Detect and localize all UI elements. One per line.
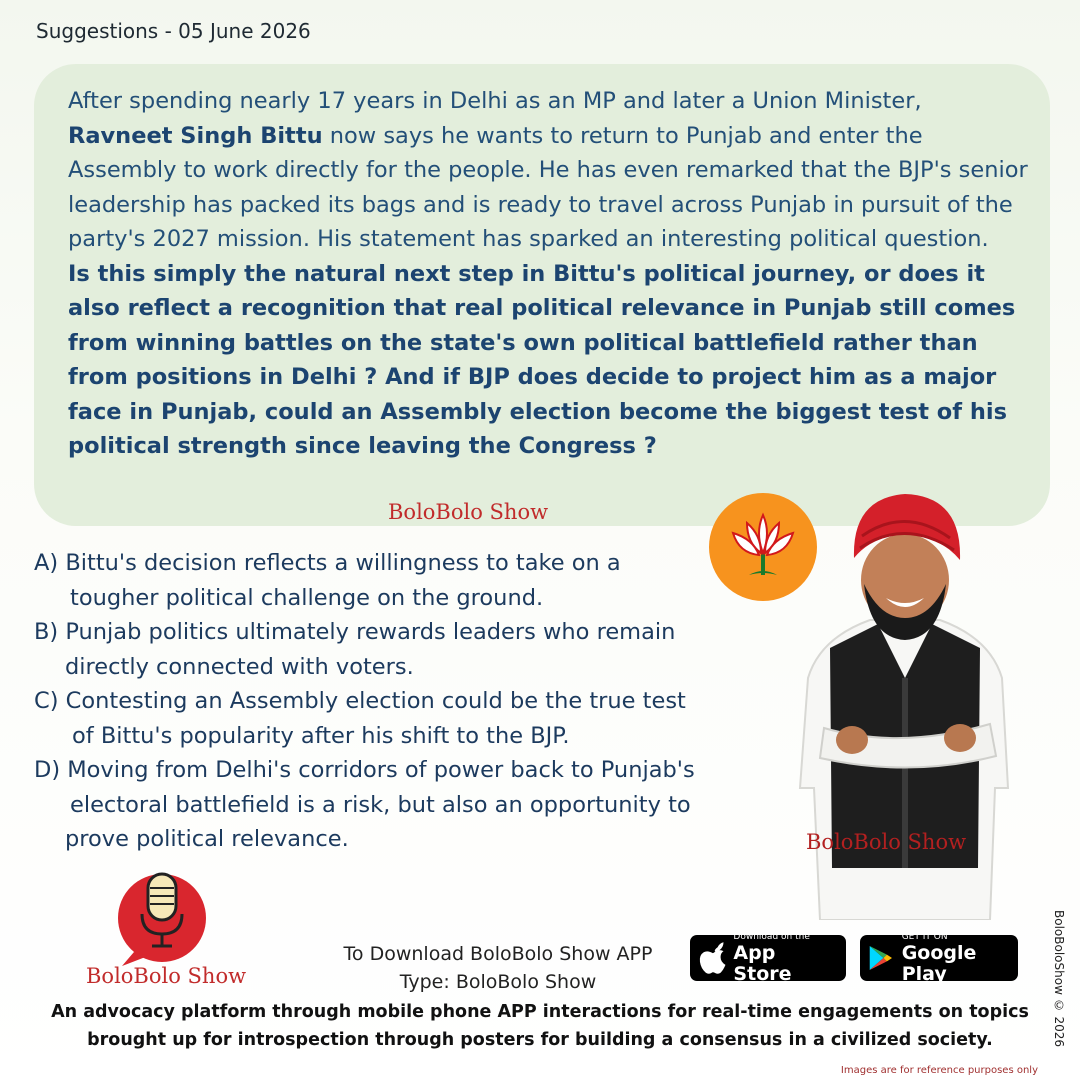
app-store-big-text: App Store — [733, 941, 792, 985]
option-d-line3: prove political relevance. — [65, 826, 349, 852]
google-play-button[interactable] — [860, 931, 1018, 985]
brand-watermark-person: BoloBolo Show — [806, 830, 967, 854]
option-b-line2: directly connected with voters. — [65, 653, 414, 680]
google-play-big-text: Google Play — [901, 941, 977, 985]
app-store-button[interactable] — [690, 931, 846, 985]
download-line1: To Download BoloBolo Show APP — [343, 943, 653, 965]
intro-text-end: now says he wants to return to Punjab and enter the Assembly to work directly for the people. He has even remarked that the BJP's senior leadership has packed its bags and is ready to travel across Punjab in pursuit of the party's 2027 mission. His statement has sparked an interesting political question. — [68, 122, 1028, 252]
disclaimer: Images are for reference purposes only — [840, 1065, 1038, 1076]
google-play-icon — [868, 942, 894, 974]
option-b-line1: B) Punjab politics ultimately rewards leaders who remain — [34, 619, 676, 645]
option-c-line2: of Bittu's popularity after his shift to the BJP. — [72, 722, 570, 749]
brand-watermark-center: BoloBolo Show — [388, 500, 549, 524]
person-name: Ravneet Singh Bittu — [68, 122, 323, 149]
intro-text-start: After spending nearly 17 years in Delhi as an MP and later a Union Minister, — [68, 88, 922, 114]
copyright-vertical: BoloBoloShow © 2026 — [1052, 910, 1066, 1048]
question-card-text — [68, 84, 1028, 464]
question-text: Is this simply the natural next step in Bittu's political journey, or does it also reflect a recognition that real political relevance in Punjab still comes from winning battles on the state's own political battlefield rather than from positions in Delhi ? And if BJP does decide to project him as a major face in Punjab, could an Assembly election become the biggest test of his political strength since leaving the Congress ? — [68, 260, 1016, 459]
logo-text: BoloBolo Show — [86, 964, 247, 988]
footer-description — [20, 998, 1060, 1054]
option-a-line1: A) Bittu's decision reflects a willingness to take on a — [34, 550, 621, 576]
option-c[interactable] — [34, 684, 774, 753]
download-line2: Type: BoloBolo Show — [399, 971, 597, 993]
download-instructions — [318, 940, 678, 996]
footer-line1: An advocacy platform through mobile phone APP interactions for real-time engagements on topics — [51, 1002, 1029, 1022]
app-store-small-text: Download on the — [733, 931, 810, 942]
option-d-line2: electoral battlefield is a risk, but also an opportunity to — [70, 791, 691, 818]
option-c-line1: C) Contesting an Assembly election could be the true test — [34, 688, 686, 714]
option-d[interactable] — [34, 753, 774, 857]
options-list — [34, 546, 774, 857]
google-play-small-text: GET IT ON — [901, 931, 948, 942]
page-title: Suggestions - 05 June 2026 — [36, 19, 311, 43]
person-illustration — [790, 488, 1020, 920]
option-d-line1: D) Moving from Delhi's corridors of power back to Punjab's — [34, 757, 695, 783]
option-b[interactable] — [34, 615, 774, 684]
apple-icon — [698, 941, 727, 975]
footer-line2: brought up for introspection through posters for building a consensus in a civilized society. — [87, 1030, 993, 1050]
option-a-line2: tougher political challenge on the ground. — [70, 584, 544, 611]
option-a[interactable] — [34, 546, 774, 615]
